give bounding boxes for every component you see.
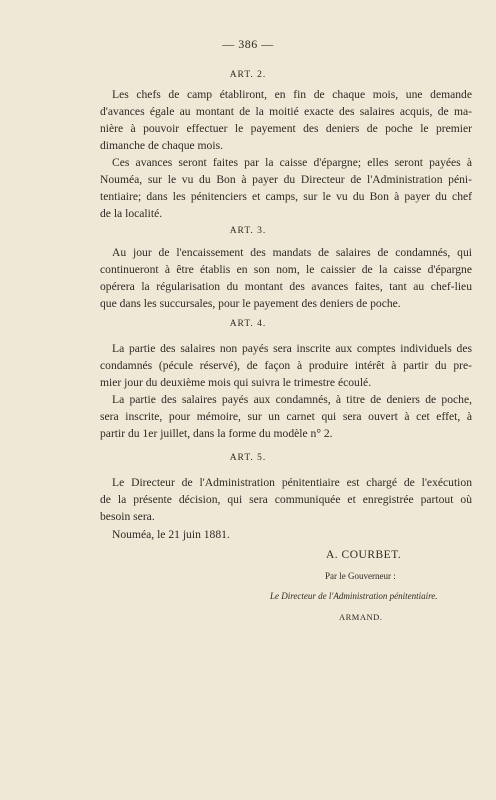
- article-2-line: dimanche de chaque mois.: [100, 139, 223, 152]
- article-4-line: partir du 1er juillet, dans la forme du modèle n° 2.: [100, 427, 333, 440]
- article-2-line: nière à pouvoir effectuer le payement des deniers de poche le premier: [100, 122, 472, 135]
- signature-title: Le Directeur de l'Administration pénitentiaire.: [270, 591, 438, 601]
- signature-by-line: Par le Gouverneur :: [325, 571, 396, 581]
- date-line: Nouméa, le 21 juin 1881.: [112, 528, 230, 541]
- article-5-line: besoin sera.: [100, 510, 155, 523]
- article-2-line: Nouméa, sur le vu du Bon à payer du Directeur de l'Administration péni-: [100, 173, 472, 186]
- article-3-line: Au jour de l'encaissement des mandats de salaires de condamnés, qui: [112, 246, 472, 259]
- article-2-line: d'avances égale au montant de la moitié exacte des salaires acquis, de ma-: [100, 105, 472, 118]
- article-4-line: La partie des salaires payés aux condamnés, à titre de deniers de poche,: [112, 393, 472, 406]
- article-4-line: sera inscrite, pour mémoire, sur un carnet qui sera ouvert à cet effet, à: [100, 410, 472, 423]
- article-3-heading: ART. 3.: [229, 226, 267, 236]
- page-number: — 386 —: [222, 37, 274, 51]
- article-4-line: mier jour du deuxième mois qui suivra le trimestre écoulé.: [100, 376, 372, 389]
- article-4-line: condamnés (pécule réservé), de façon à produire intérêt à partir du pre-: [100, 359, 472, 372]
- article-3-line: que dans les succursales, pour le payement des deniers de poche.: [100, 297, 401, 310]
- signature-name: A. COURBET.: [326, 549, 402, 561]
- article-5-line: de la présente décision, qui sera communiquée et enregistrée partout où: [100, 493, 472, 506]
- article-3-line: opérera la régularisation du montant des avances faites, tant au chef-lieu: [100, 280, 472, 293]
- article-5-line: Le Directeur de l'Administration pénitentiaire est chargé de l'exécution: [112, 476, 472, 489]
- article-4-line: La partie des salaires non payés sera inscrite aux comptes individuels des: [112, 342, 472, 355]
- article-4-heading: ART. 4.: [229, 319, 267, 329]
- article-2-line: tentiaire; dans les pénitenciers et camps, sur le vu du Bon à payer du chef: [100, 190, 472, 203]
- article-2-heading: ART. 2.: [229, 70, 267, 80]
- article-2-line: Ces avances seront faites par la caisse d'épargne; elles seront payées à: [112, 156, 472, 169]
- signature-signer: ARMAND.: [339, 612, 383, 622]
- article-2-line: de la localité.: [100, 207, 163, 220]
- article-3-line: continueront à être établis en son nom, le caissier de la caisse d'épargne: [100, 263, 472, 276]
- article-5-heading: ART. 5.: [229, 453, 267, 463]
- article-2-line: Les chefs de camp établiront, en fin de chaque mois, une demande: [112, 88, 472, 101]
